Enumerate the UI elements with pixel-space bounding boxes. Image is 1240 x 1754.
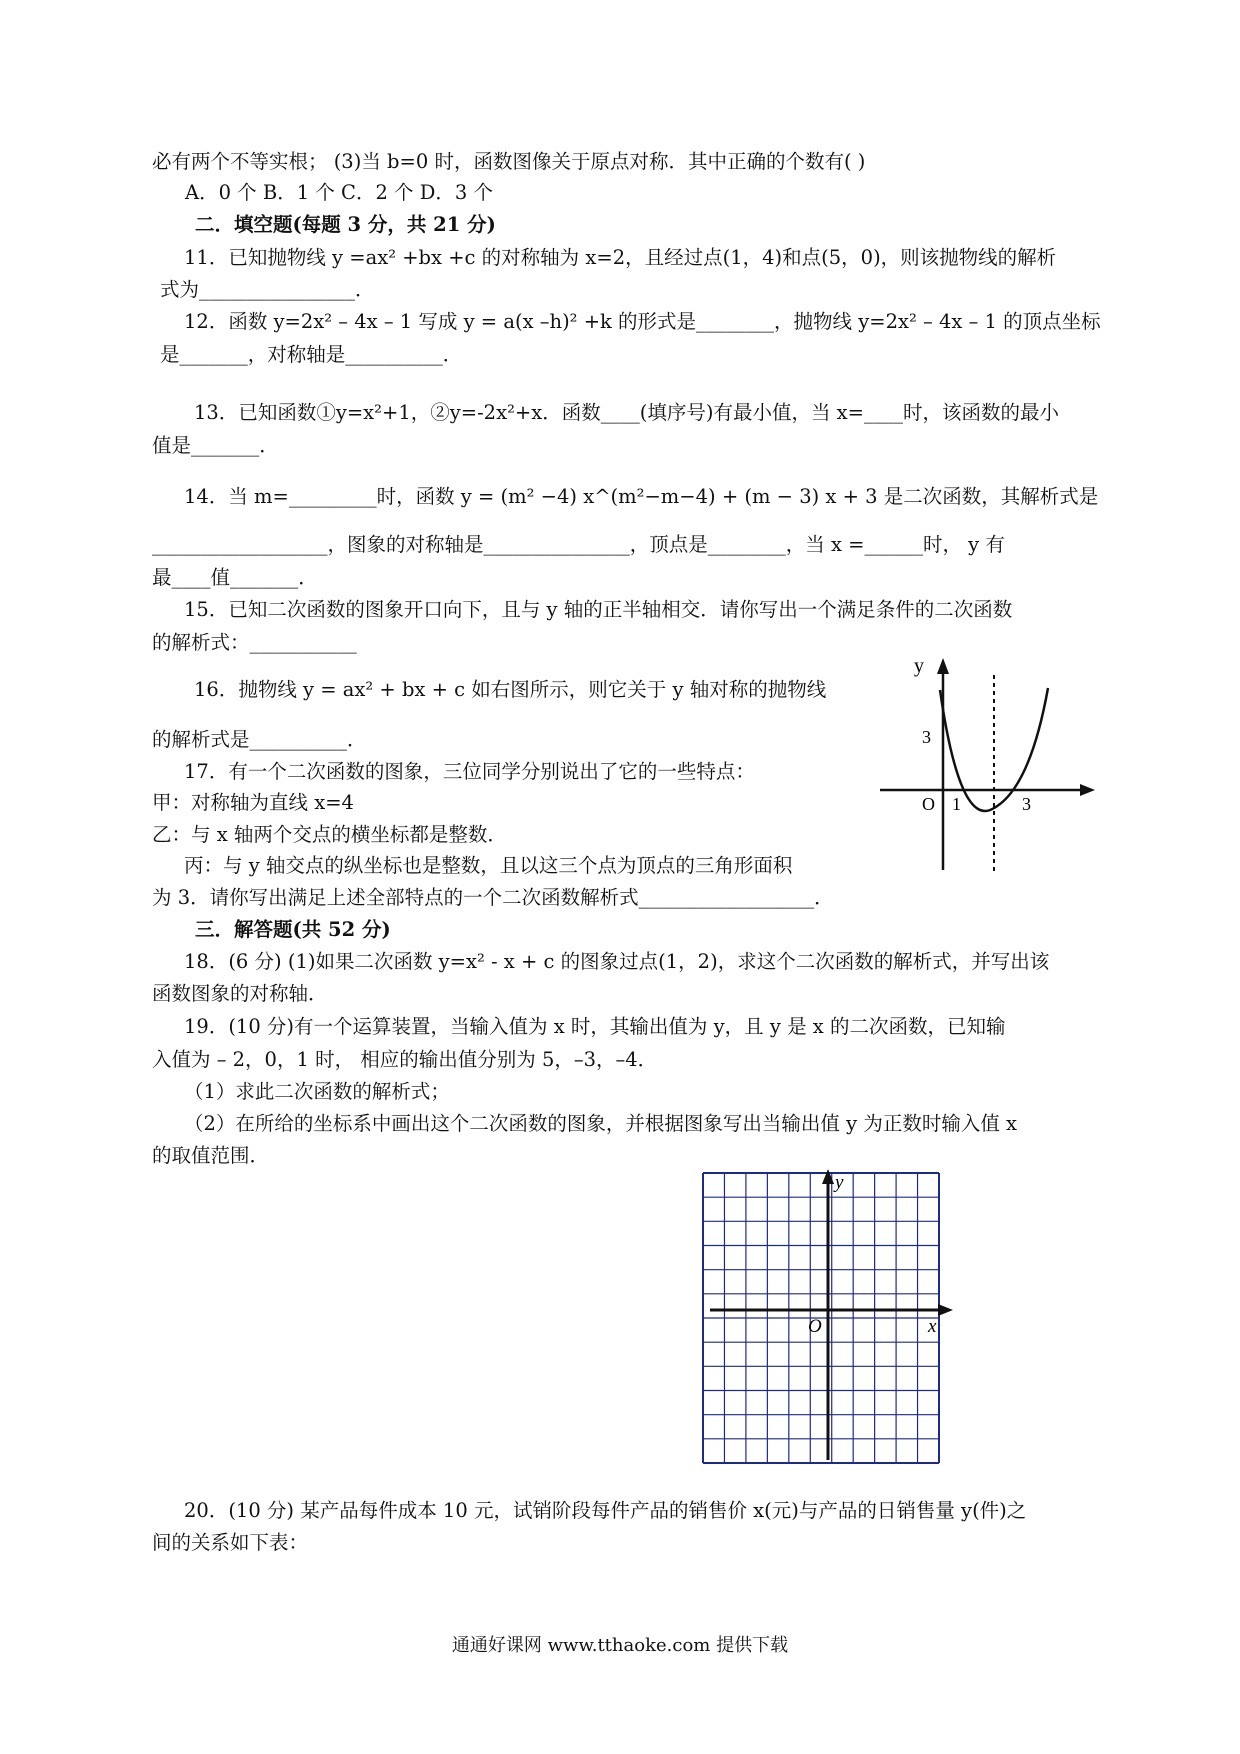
fig16-x-tick-1: 1 [952,794,961,814]
text-line: 是_______，对称轴是__________． [160,343,463,366]
text-line: 二．填空题(每题 3 分，共 21 分) [195,213,496,236]
text-line: 19．(10 分)有一个运算装置，当输入值为 x 时，其输出值为 y，且 y 是 x 的二次函数，已知输 [184,1015,1006,1038]
text-line: 13．已知函数①y=x²+1，②y=-2x²+x．函数____(填序号)有最小值，当 x=____时，该函数的最小 [194,401,1059,424]
text-line: 的解析式是__________． [152,728,367,751]
page-footer: 通通好课网 www.tthaoke.com 提供下载 [451,1635,789,1656]
fig16-origin: O [922,794,935,814]
text-line: 的取值范围． [152,1144,270,1167]
text-line: 甲：对称轴为直线 x=4 [152,791,354,814]
grid-x-label: x [928,1316,937,1337]
text-line: 值是_______． [152,434,279,457]
text-line: 乙：与 x 轴两个交点的横坐标都是整数． [152,823,507,846]
text-line: 16．抛物线 y = ax² + bx + c 如右图所示，则它关于 y 轴对称的抛物线 [194,678,827,701]
text-line: 18．(6 分) (1)如果二次函数 y=x² - x + c 的图象过点(1，2)，求这个二次函数的解析式，并写出该 [184,950,1050,973]
text-line: 入值为 – 2，0，1 时， 相应的输出值分别为 5，–3，–4． [152,1048,658,1071]
text-line: 的解析式：___________ [152,631,357,654]
grid-y-label: y [835,1172,844,1193]
text-line: （1）求此二次函数的解析式； [184,1080,450,1103]
fig16-y-label: y [914,655,924,677]
text-line: __________________，图象的对称轴是_______________，顶点是________，当 x =______时， y 有 [152,533,1005,556]
text-line: 11．已知抛物线 y =ax² +bx +c 的对称轴为 x=2，且经过点(1，4)和点(5，0)，则该抛物线的解析 [184,246,1057,269]
text-line: 12．函数 y=2x² – 4x – 1 写成 y = a(x –h)² +k 的形式是________，抛物线 y=2x² – 4x – 1 的顶点坐标 [184,310,1101,333]
text-line: 为 3．请你写出满足上述全部特点的一个二次函数解析式__________________． [152,886,834,909]
fig16-x-tick-3: 3 [1022,794,1031,814]
text-line: 15．已知二次函数的图象开口向下，且与 y 轴的正半轴相交．请你写出一个满足条件的二次函数 [184,598,1013,621]
parabola-figure [870,650,1105,880]
text-line: 间的关系如下表： [152,1531,309,1554]
text-line: 三．解答题(共 52 分) [195,918,391,941]
text-line: 最____值_______． [152,566,318,589]
text-line: 丙：与 y 轴交点的纵坐标也是整数，且以这三个点为顶点的三角形面积 [184,854,793,877]
text-line: 式为________________． [160,278,375,301]
fig16-y-tick-3: 3 [922,727,931,747]
text-line: 20．(10 分) 某产品每件成本 10 元，试销阶段每件产品的销售价 x(元)与产品的日销售量 y(件)之 [184,1499,1027,1522]
text-line: 函数图象的对称轴． [152,982,328,1005]
text-line: 17．有一个二次函数的图象，三位同学分别说出了它的一些特点： [184,760,755,783]
text-line: （2）在所给的坐标系中画出这个二次函数的图象，并根据图象写出当输出值 y 为正数时输入值 x [184,1112,1018,1135]
grid-origin-label: O [808,1316,822,1337]
text-line: A．0 个 B．1 个 C．2 个 D．3 个 [185,181,493,204]
text-line: 必有两个不等实根； (3)当 b=0 时，函数图像关于原点对称．其中正确的个数有( ) [152,150,866,173]
coordinate-grid-figure [695,1165,965,1470]
text-line: 14．当 m=_________时，函数 y = (m² −4) x^(m²−m−4) + (m − 3) x + 3 是二次函数，其解析式是 [184,485,1099,508]
